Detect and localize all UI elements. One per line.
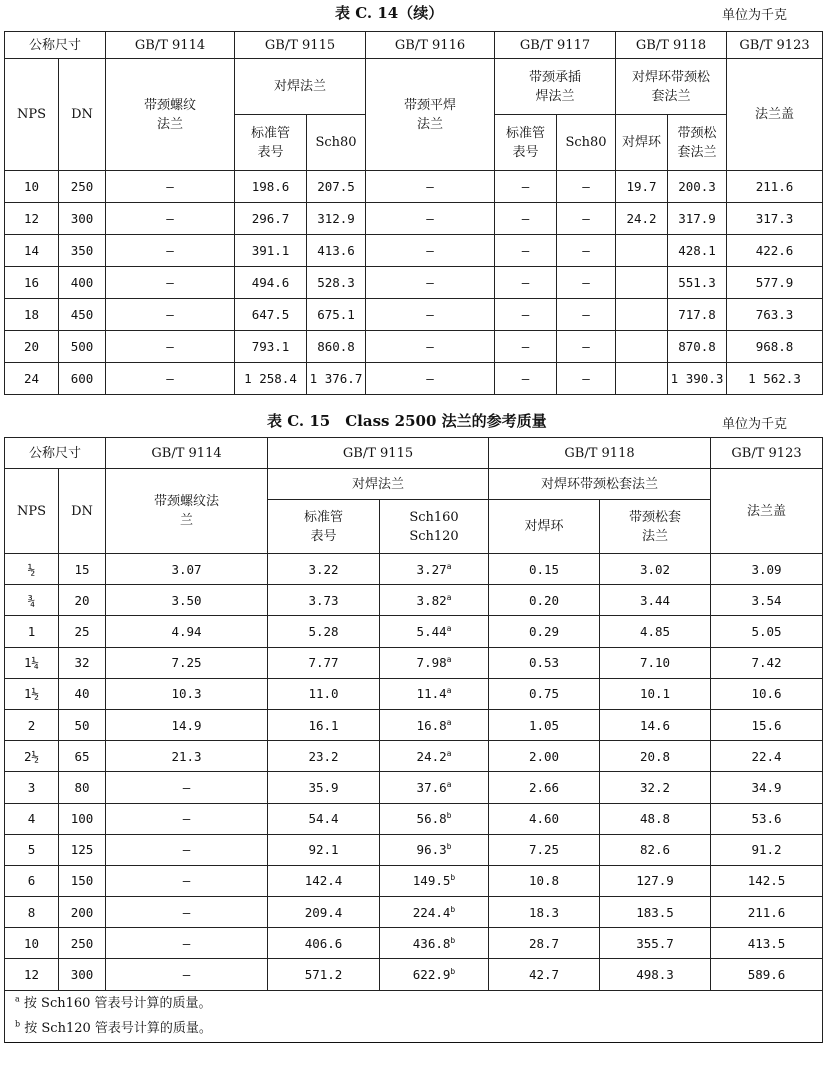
table-cell: 355.7 — [600, 928, 711, 959]
table-cell: 1¼ — [5, 647, 59, 678]
table-cell: — — [106, 928, 268, 959]
table-cell — [616, 331, 668, 363]
table-cell — [616, 299, 668, 331]
table-cell: 10 — [5, 928, 59, 959]
footnote-mark: b — [450, 966, 456, 976]
table-cell: — — [106, 171, 235, 203]
table-row — [5, 865, 823, 896]
col-socket-weld-flange: 带颈承插焊法兰 — [495, 59, 616, 115]
table-cell: 4.85 — [600, 616, 711, 647]
footnote-mark: a — [446, 748, 452, 758]
table-cell: 23.2 — [268, 741, 380, 772]
table-cell: 1 258.4 — [235, 363, 307, 395]
table-cell: 12 — [5, 203, 59, 235]
table-cell: 4.60 — [489, 803, 600, 834]
table-row — [5, 709, 823, 740]
table-cell: — — [557, 331, 616, 363]
table-cell: — — [106, 772, 268, 803]
table-cell: 3.82$^a$ — [380, 585, 489, 616]
table-cell: 142.4 — [268, 865, 380, 896]
table-row — [5, 585, 823, 616]
col-nps: NPS — [5, 469, 59, 554]
table-cell: 7.42 — [711, 647, 823, 678]
table-cell: 24 — [5, 363, 59, 395]
footnote-mark: a — [446, 655, 452, 664]
table-cell: 53.6 — [711, 803, 823, 834]
table-cell: 16 — [5, 267, 59, 299]
table-row — [5, 834, 823, 865]
table-cell: 32.2 — [600, 772, 711, 803]
col-gbt9123: GB/T 9123 — [727, 32, 823, 59]
table-row — [5, 299, 823, 331]
table-cell: 3.22 — [268, 554, 380, 585]
table-cell: 422.6 — [727, 235, 823, 267]
table-cell: — — [495, 363, 557, 395]
table-cell: 11.0 — [268, 678, 380, 709]
col-lap-joint-flange: 对焊环带颈松套法兰 — [616, 59, 727, 115]
table-cell: 450 — [59, 299, 106, 331]
col-sch80: Sch80 — [307, 115, 366, 171]
table-cell: 10.8 — [489, 865, 600, 896]
table-cell: 100 — [59, 803, 106, 834]
table-cell: 15 — [59, 554, 106, 585]
col-weld-neck-flange: 对焊法兰 — [235, 59, 366, 115]
table-cell: 48.8 — [600, 803, 711, 834]
table-cell: 142.5 — [711, 865, 823, 896]
col-slip-on-hub-flange: 带颈平焊法兰 — [366, 59, 495, 171]
table-cell: 80 — [59, 772, 106, 803]
table-cell: 92.1 — [268, 834, 380, 865]
table-cell: 209.4 — [268, 897, 380, 928]
table-cell: — — [106, 235, 235, 267]
table-cell: 968.8 — [727, 331, 823, 363]
table-cell: 250 — [59, 171, 106, 203]
table-cell: 5.28 — [268, 616, 380, 647]
table-cell: 500 — [59, 331, 106, 363]
table-cell: 317.9 — [668, 203, 727, 235]
footnote-mark: b — [450, 904, 456, 914]
col-weld-neck-flange: 对焊法兰 — [268, 469, 489, 500]
table-cell: 793.1 — [235, 331, 307, 363]
table-cell: — — [495, 203, 557, 235]
table-cell: — — [495, 171, 557, 203]
table-c15-unit: 单位为千克 — [722, 417, 788, 432]
footnote-mark: b — [446, 842, 452, 852]
table-c14-body — [5, 171, 823, 395]
table-cell — [616, 363, 668, 395]
col-gbt9114: GB/T 9114 — [106, 32, 235, 59]
footnote-mark: a — [446, 561, 452, 571]
table-cell: 317.3 — [727, 203, 823, 235]
table-cell: 3.27$^a$ — [380, 554, 489, 585]
table-cell: 24.2$^a$ — [380, 741, 489, 772]
table-cell: — — [106, 865, 268, 896]
table-cell: 200.3 — [668, 171, 727, 203]
table-cell: 14 — [5, 235, 59, 267]
table-cell: — — [495, 299, 557, 331]
col-std-schedule: 标准管表号 — [268, 500, 380, 554]
table-row — [5, 616, 823, 647]
table-cell: 3.09 — [711, 554, 823, 585]
col-nominal-size: 公称尺寸 — [5, 438, 106, 469]
table-cell: 149.5$^b$ — [380, 865, 489, 896]
table-cell: 32 — [59, 647, 106, 678]
table-cell: 0.75 — [489, 678, 600, 709]
table-cell: 224.4$^b$ — [380, 897, 489, 928]
table-cell: 22.4 — [711, 741, 823, 772]
table-row — [5, 897, 823, 928]
table-cell: 91.2 — [711, 834, 823, 865]
col-gbt9116: GB/T 9116 — [366, 32, 495, 59]
table-row — [5, 647, 823, 678]
table-c14-unit: 单位为千克 — [722, 8, 788, 23]
table-cell: ¾ — [5, 585, 59, 616]
table-cell: 16.1 — [268, 709, 380, 740]
col-nps: NPS — [5, 59, 59, 171]
footnote-mark: a — [446, 717, 452, 727]
table-cell: — — [557, 203, 616, 235]
table-cell: 20.8 — [600, 741, 711, 772]
table-cell: 498.3 — [600, 959, 711, 990]
footnote-text: 按 Sch160 管表号计算的质量。 — [19, 995, 212, 1011]
table-cell: 207.5 — [307, 171, 366, 203]
table-cell: — — [106, 897, 268, 928]
table-cell: 1½ — [5, 678, 59, 709]
table-cell: — — [366, 203, 495, 235]
table-row — [5, 331, 823, 363]
table-cell: 551.3 — [668, 267, 727, 299]
table-cell: 183.5 — [600, 897, 711, 928]
table-cell: — — [557, 299, 616, 331]
table-cell: ½ — [5, 554, 59, 585]
table-cell: 6 — [5, 865, 59, 896]
table-cell: — — [557, 171, 616, 203]
table-cell: 2 — [5, 709, 59, 740]
col-lap-joint-flange: 对焊环带颈松套法兰 — [489, 469, 711, 500]
col-dn: DN — [59, 469, 106, 554]
table-cell: 717.8 — [668, 299, 727, 331]
table-c15 — [4, 437, 823, 1043]
table-cell: 14.6 — [600, 709, 711, 740]
table-cell: 571.2 — [268, 959, 380, 990]
table-c15-title: 表 C. 15 Class 2500 法兰的参考质量 — [267, 412, 547, 430]
table-cell: 350 — [59, 235, 106, 267]
table-cell: 7.25 — [106, 647, 268, 678]
table-cell: 2½ — [5, 741, 59, 772]
table-cell: 3.02 — [600, 554, 711, 585]
table-cell: 3.50 — [106, 585, 268, 616]
table-row — [5, 363, 823, 395]
table-cell: 1 376.7 — [307, 363, 366, 395]
table-row — [5, 928, 823, 959]
table-cell: — — [495, 267, 557, 299]
table-cell: 528.3 — [307, 267, 366, 299]
table-cell: 10.3 — [106, 678, 268, 709]
table-cell: — — [106, 803, 268, 834]
table-cell: 436.8$^b$ — [380, 928, 489, 959]
table-cell: 21.3 — [106, 741, 268, 772]
table-cell: 1 562.3 — [727, 363, 823, 395]
table-cell: 7.10 — [600, 647, 711, 678]
table-cell: 0.29 — [489, 616, 600, 647]
table-cell: 25 — [59, 616, 106, 647]
table-cell: 56.8$^b$ — [380, 803, 489, 834]
table-cell: 150 — [59, 865, 106, 896]
footnote-mark: a — [446, 779, 452, 789]
table-cell: 4.94 — [106, 616, 268, 647]
table-cell: 860.8 — [307, 331, 366, 363]
table-row — [5, 554, 823, 585]
col-nominal-size: 公称尺寸 — [5, 32, 106, 59]
table-row — [5, 235, 823, 267]
table-cell: 24.2 — [616, 203, 668, 235]
table-cell: 50 — [59, 709, 106, 740]
table-cell: 211.6 — [727, 171, 823, 203]
table-cell: 577.9 — [727, 267, 823, 299]
table-cell: 10.1 — [600, 678, 711, 709]
table-cell: 600 — [59, 363, 106, 395]
table-cell: 0.15 — [489, 554, 600, 585]
table-cell: 96.3$^b$ — [380, 834, 489, 865]
col-lap-flange: 带颈松套法兰 — [668, 115, 727, 171]
table-cell: 11.4$^a$ — [380, 678, 489, 709]
col-blind-flange: 法兰盖 — [711, 469, 823, 554]
table-cell: — — [557, 363, 616, 395]
col-stub-end: 对焊环 — [489, 500, 600, 554]
table-cell: — — [366, 331, 495, 363]
footnote-mark: b — [450, 935, 456, 945]
table-cell — [616, 235, 668, 267]
table-c14 — [4, 31, 823, 395]
table-cell: 37.6$^a$ — [380, 772, 489, 803]
table-cell — [616, 267, 668, 299]
table-cell: 413.6 — [307, 235, 366, 267]
table-cell: 7.25 — [489, 834, 600, 865]
footnote-row — [5, 1016, 823, 1042]
table-cell: 1 390.3 — [668, 363, 727, 395]
table-cell: 312.9 — [307, 203, 366, 235]
table-row — [5, 678, 823, 709]
table-cell: 16.8$^a$ — [380, 709, 489, 740]
table-cell: 35.9 — [268, 772, 380, 803]
table-cell: 589.6 — [711, 959, 823, 990]
table-cell: — — [106, 331, 235, 363]
col-sch80: Sch80 — [557, 115, 616, 171]
col-gbt9118: GB/T 9118 — [616, 32, 727, 59]
footnote — [5, 990, 823, 1016]
table-cell: 5 — [5, 834, 59, 865]
col-gbt9117: GB/T 9117 — [495, 32, 616, 59]
col-dn: DN — [59, 59, 106, 171]
table-cell: 870.8 — [668, 331, 727, 363]
table-row — [5, 203, 823, 235]
table-cell: 2.00 — [489, 741, 600, 772]
col-threaded-hub-flange: 带颈螺纹法兰 — [106, 59, 235, 171]
table-cell: 10 — [5, 171, 59, 203]
table-cell: — — [366, 299, 495, 331]
col-threaded-hub-flange: 带颈螺纹法兰 — [106, 469, 268, 554]
table-cell: 42.7 — [489, 959, 600, 990]
table-cell: — — [106, 267, 235, 299]
table-cell: 40 — [59, 678, 106, 709]
table-cell: — — [557, 235, 616, 267]
table-cell: 125 — [59, 834, 106, 865]
table-cell: — — [106, 299, 235, 331]
table-cell: 8 — [5, 897, 59, 928]
table-cell: — — [495, 235, 557, 267]
footnote-mark: b — [15, 1020, 21, 1030]
table-cell: 200 — [59, 897, 106, 928]
table-cell: — — [366, 235, 495, 267]
table-cell: 14.9 — [106, 709, 268, 740]
table-cell: 300 — [59, 959, 106, 990]
col-lap-flange: 带颈松套法兰 — [600, 500, 711, 554]
table-cell: — — [106, 203, 235, 235]
table-row — [5, 803, 823, 834]
table-c14-title: 表 C. 14（续） — [335, 4, 444, 22]
table-cell: 428.1 — [668, 235, 727, 267]
table-cell: 296.7 — [235, 203, 307, 235]
table-row — [5, 959, 823, 990]
footnote-text: 按 Sch120 管表号计算的质量。 — [20, 1021, 212, 1037]
table-cell: — — [106, 363, 235, 395]
table-cell: 82.6 — [600, 834, 711, 865]
table-cell: 7.77 — [268, 647, 380, 678]
col-gbt9118: GB/T 9118 — [489, 438, 711, 469]
table-cell: 3.54 — [711, 585, 823, 616]
footnote-mark: a — [446, 592, 452, 602]
table-cell: 28.7 — [489, 928, 600, 959]
table-row — [5, 772, 823, 803]
table-cell: 20 — [5, 331, 59, 363]
table-cell: 15.6 — [711, 709, 823, 740]
table-cell: 4 — [5, 803, 59, 834]
table-cell: 65 — [59, 741, 106, 772]
table-cell: 494.6 — [235, 267, 307, 299]
table-cell: 0.53 — [489, 647, 600, 678]
table-cell: 3 — [5, 772, 59, 803]
footnote-mark: b — [446, 810, 452, 820]
col-stub-end: 对焊环 — [616, 115, 668, 171]
col-blind-flange: 法兰盖 — [727, 59, 823, 171]
table-cell: — — [366, 267, 495, 299]
table-cell: 647.5 — [235, 299, 307, 331]
table-cell: 18.3 — [489, 897, 600, 928]
table-cell: 5.05 — [711, 616, 823, 647]
table-row — [5, 267, 823, 299]
footnote-mark: a — [446, 623, 452, 633]
table-cell: 198.6 — [235, 171, 307, 203]
table-cell: 10.6 — [711, 678, 823, 709]
table-cell: 2.66 — [489, 772, 600, 803]
table-cell: — — [106, 834, 268, 865]
table-cell: 34.9 — [711, 772, 823, 803]
table-cell: 5.44$^a$ — [380, 616, 489, 647]
table-cell: 250 — [59, 928, 106, 959]
table-cell: 211.6 — [711, 897, 823, 928]
table-cell: 622.9$^b$ — [380, 959, 489, 990]
table-cell: 19.7 — [616, 171, 668, 203]
footnote-mark: a — [446, 686, 452, 696]
table-cell: 0.20 — [489, 585, 600, 616]
col-gbt9115: GB/T 9115 — [235, 32, 366, 59]
table-cell: — — [557, 267, 616, 299]
table-cell: 127.9 — [600, 865, 711, 896]
table-cell: 300 — [59, 203, 106, 235]
table-cell: 1.05 — [489, 709, 600, 740]
footnote — [5, 1016, 823, 1042]
table-cell: 675.1 — [307, 299, 366, 331]
table-cell: 12 — [5, 959, 59, 990]
footnote-mark: b — [450, 873, 456, 883]
table-cell: 3.44 — [600, 585, 711, 616]
table-cell: 54.4 — [268, 803, 380, 834]
table-cell: — — [106, 959, 268, 990]
table-cell: 413.5 — [711, 928, 823, 959]
table-cell: 3.73 — [268, 585, 380, 616]
table-cell: 391.1 — [235, 235, 307, 267]
footnote-mark: a — [15, 994, 20, 1004]
col-std-schedule: 标准管表号 — [495, 115, 557, 171]
col-gbt9123: GB/T 9123 — [711, 438, 823, 469]
table-cell: — — [495, 331, 557, 363]
table-cell: 3.07 — [106, 554, 268, 585]
table-row — [5, 741, 823, 772]
table-cell: — — [366, 171, 495, 203]
col-sch160-sch120: Sch160 Sch120 — [380, 500, 489, 554]
table-c15-body — [5, 554, 823, 1043]
col-std-schedule: 标准管表号 — [235, 115, 307, 171]
table-cell: — — [366, 363, 495, 395]
table-row — [5, 171, 823, 203]
col-gbt9114: GB/T 9114 — [106, 438, 268, 469]
footnote-row — [5, 990, 823, 1016]
col-gbt9115: GB/T 9115 — [268, 438, 489, 469]
table-cell: 1 — [5, 616, 59, 647]
table-cell: 763.3 — [727, 299, 823, 331]
table-cell: 406.6 — [268, 928, 380, 959]
table-cell: 18 — [5, 299, 59, 331]
table-cell: 400 — [59, 267, 106, 299]
table-cell: 20 — [59, 585, 106, 616]
table-cell: 7.98$^a$ — [380, 647, 489, 678]
